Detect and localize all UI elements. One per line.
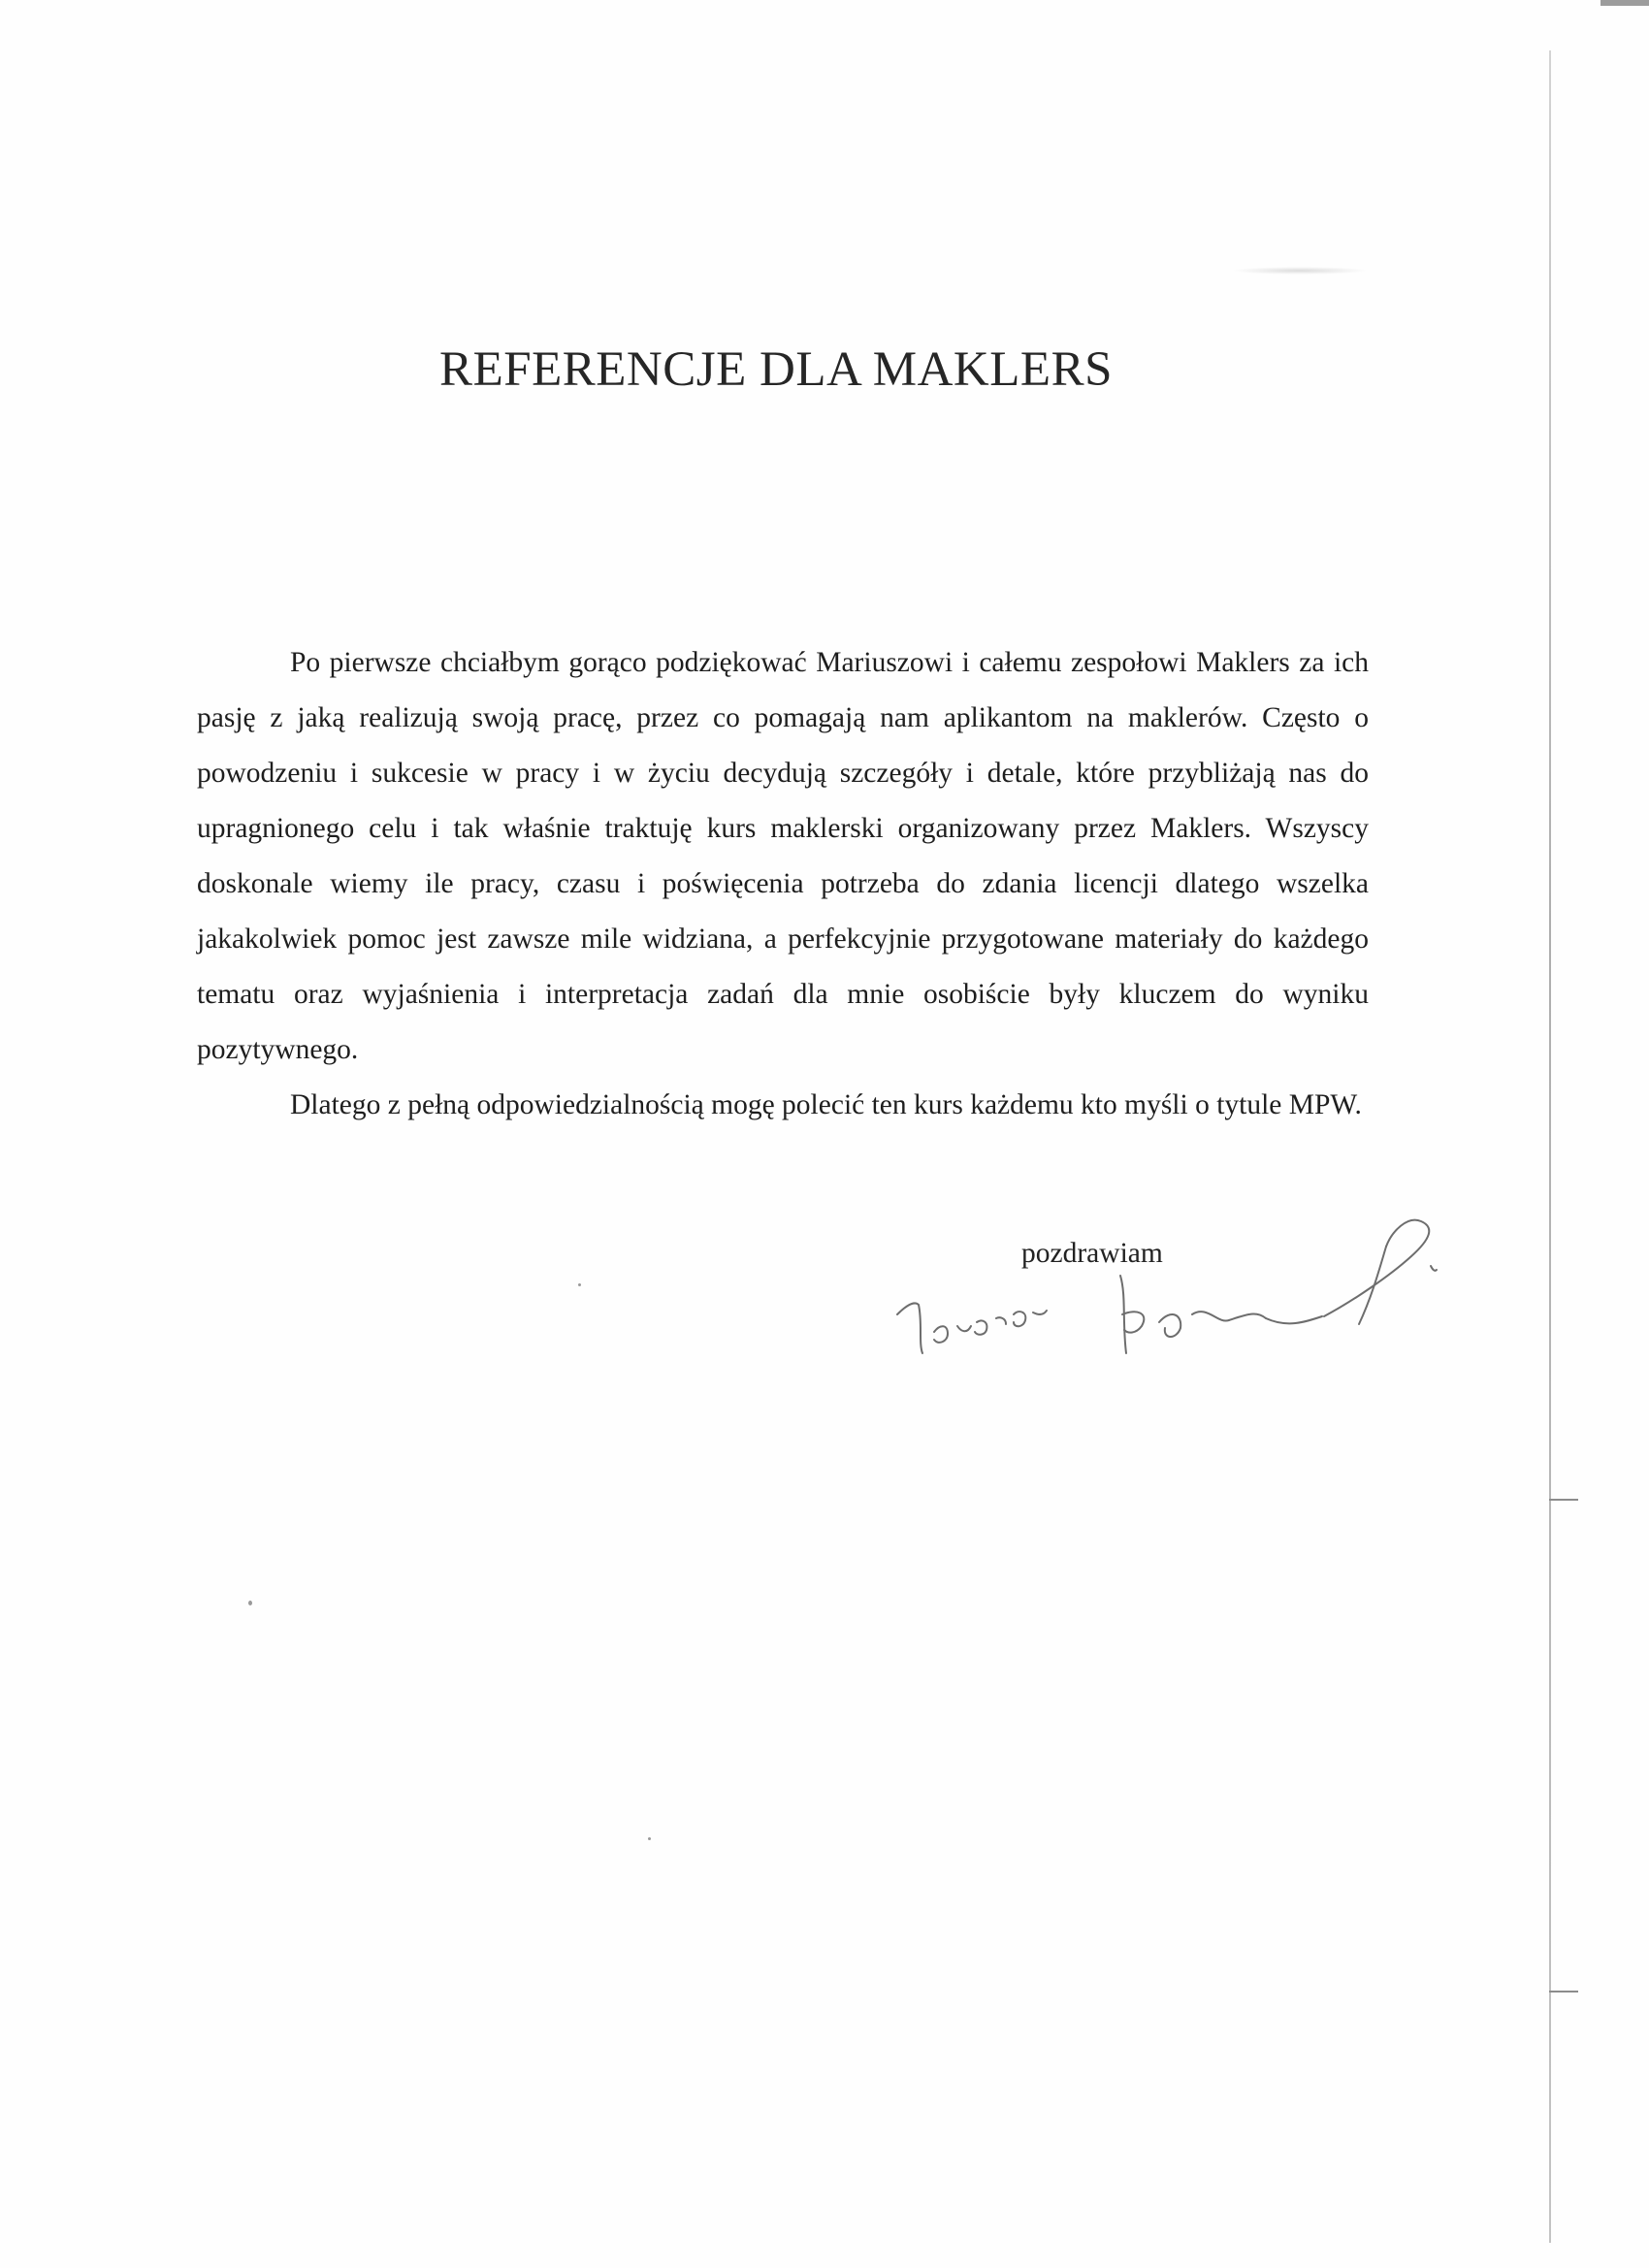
- scan-speck: [248, 1601, 252, 1605]
- body-paragraph: Po pierwsze chciałbym gorąco podziękować Mariuszowi i całemu zespołowi Maklers za ich pasję z jaką realizują swoją pracę, przez co pomagają nam aplikantom na maklerów. Często o powodzeniu i sukcesie w pracy i w życiu decydują szczegóły i detale, które przybliżają nas do upragnionego celu i tak właśnie traktuję kurs maklerski organizowany przez Maklers. Wszyscy doskonale wiemy ile pracy, czasu i poświęcenia potrzeba do zdania licencji dlatego wszelka jakakolwiek pomoc jest zawsze mile widziana, a perfekcyjnie przygotowane materiały do każdego tematu oraz wyjaśnienia i interpretacja zadań dla mnie osobiście były kluczem do wyniku pozytywnego.: [197, 647, 1369, 1065]
- scan-smudge: [1232, 267, 1368, 275]
- signature-icon: [868, 1208, 1450, 1373]
- scan-edge-tick: [1549, 1991, 1578, 1993]
- document-title: REFERENCJE DLA MAKLERS: [439, 342, 1113, 397]
- document-body: [197, 635, 1369, 1133]
- body-paragraph: Dlatego z pełną odpowiedzialnością mogę polecić ten kurs każdemu kto myśli o tytule MPW.: [290, 1089, 1362, 1120]
- scan-edge-tick: [1549, 1499, 1578, 1501]
- scan-corner-mark: [1600, 0, 1649, 6]
- scan-edge-line: [1549, 50, 1551, 2243]
- scan-speck: [648, 1837, 651, 1840]
- scan-speck: [578, 1283, 581, 1286]
- closing-greeting: pozdrawiam: [1021, 1238, 1163, 1269]
